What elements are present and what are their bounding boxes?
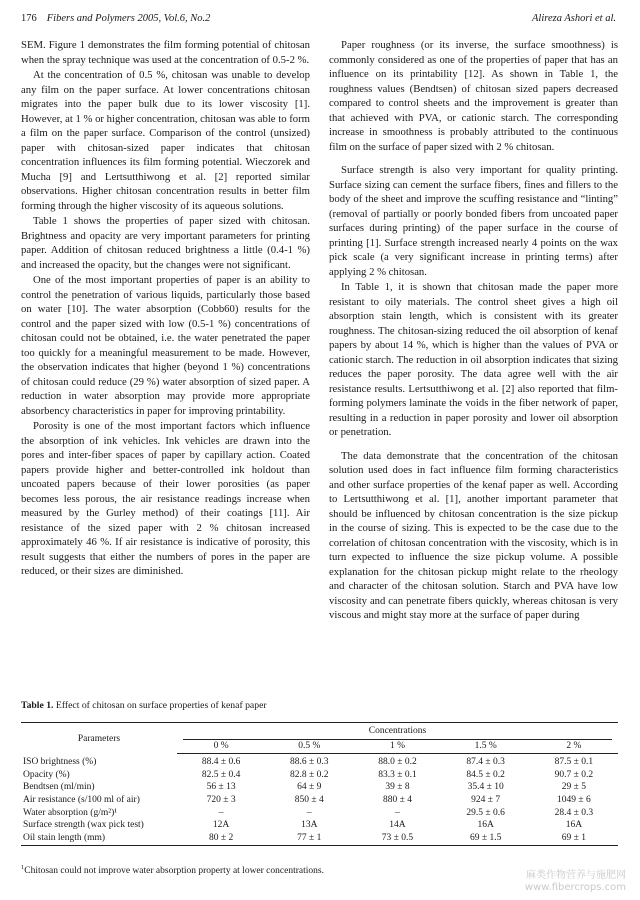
- table-row: [21, 754, 618, 769]
- table-cell-value: 64 ± 9: [297, 782, 322, 793]
- paragraph: Surface strength is also very important for quality printing. Surface sizing can cement the surface fibers, fines and fillers to the body of the sheet and improve the scuffing resistance and “linting” (removal of partially or poorly bonded fibers from uncoated paper surfaces during printing) of the paper surface in the course of printing [1]. Surface strength increased nearly 4 points on the wax pick scale (a very significant increase in printing terms) after applying 2 % chitosan.: [329, 164, 618, 278]
- table-cell-value: 87.4 ± 0.3: [466, 757, 505, 768]
- table-cell-value: 87.5 ± 0.1: [554, 757, 594, 768]
- footnote-mark: 1: [21, 863, 25, 871]
- paragraph: In Table 1, it is shown that chitosan made the paper more resistant to oily materials. The control sheet gives a high oil absorption stain length, which is consistent with its greater roughness. The chitosan-sizing reduced the oil absorption of kenaf papers by about 14 %, which is higher than the values of PVA or cationic starch. The reduction in oil absorption indicates that sizing reduces the paper porosity. The data agree well with the air resistance results. Lertsutthiwong et al. [2] also reported that film-forming polymers laminate the voids in the fiber network of paper, resulting in a reduction in paper porosity and lower oil absorption or penetration.: [329, 281, 618, 438]
- table-cell-value: 720 ± 3: [206, 794, 236, 805]
- table-cell-value: 56 ± 13: [206, 782, 236, 793]
- table-cell-parameter: Opacity (%): [23, 769, 70, 780]
- table-cell-parameter: Surface strength (wax pick test): [23, 820, 144, 831]
- footnote-text: Chitosan could not improve water absorption property at lower concentrations.: [24, 866, 324, 876]
- table-cell-value: 29.5 ± 0.6: [466, 807, 505, 818]
- left-column: [21, 38, 310, 623]
- table-caption-label: Table 1.: [21, 700, 54, 711]
- paragraph: At the concentration of 0.5 %, chitosan was unable to develop any film on the paper surface. At lower concentrations chitosan migrates into the paper bulk due to its lower viscosity [1]. However, at 1 % or higher concentration, chitosan was able to form a film on the paper surface. Comparison of the control (unsized) paper with chitosan-sized paper indicates that chitosan concentration influences its film forming potential. Wieczorek and Mucha [9] and Lertsutthiwong et al. [2] reported similar observations. Higher chitosan concentration results in better film forming through the higher viscosity of its aqueous solutions.: [21, 69, 310, 212]
- running-header: [21, 13, 616, 29]
- table-row: [21, 769, 618, 782]
- table-cell-parameter: ISO brightness (%): [23, 756, 97, 767]
- table-caption: [21, 700, 618, 711]
- table-cell-value: 16A: [565, 820, 583, 831]
- table-column-header: 1.5 %: [442, 740, 530, 754]
- table-header-concentrations: [177, 723, 618, 740]
- right-column: [329, 38, 618, 623]
- table-row: [21, 781, 618, 794]
- paragraph: Table 1 shows the properties of paper sized with chitosan. Brightness and opacity are very important parameters for printing paper. Addition of chitosan reduced brightness a little (0.4-1 %) and increased the opacity, but the changes were not significant.: [21, 215, 310, 271]
- table-cell-parameter: Bendtsen (ml/min): [23, 782, 95, 793]
- running-authors: Alireza Ashori et al.: [532, 13, 616, 24]
- watermark-line: 麻类作物营养与施肥网: [526, 870, 626, 881]
- properties-table: [21, 722, 618, 846]
- table-cell-value: 73 ± 0.5: [353, 832, 441, 846]
- table-cell-value: 83.3 ± 0.1: [378, 769, 417, 780]
- table-row: [21, 832, 618, 846]
- paragraph: Porosity is one of the most important factors which influence the absorption of ink vehicles. Ink vehicles are drawn into the pores and inter-fiber spaces of paper by capillary action. Coated papers provide higher and better-controlled ink holdout than uncoated papers because of their lower porosities (as paper becomes less porous, the air resistance readings increase when measured by the Gurley method) of their coatings [11]. Air resistance of the sized paper with 2 % chitosan increased approximately 46 %. If air resistance is indicative of porosity, this result suggests that either the numbers of pores in the paper are reduced, or their sizes are diminished.: [21, 420, 310, 577]
- page-number: 176: [21, 13, 37, 24]
- table-cell-value: 35.4 ± 10: [467, 782, 504, 793]
- table-row: [21, 794, 618, 807]
- journal-citation: Fibers and Polymers 2005, Vol.6, No.2: [46, 13, 211, 24]
- table-column-header: 1 %: [353, 740, 441, 754]
- table-cell-value: 13A: [301, 820, 318, 831]
- table-group-label: Concentrations: [183, 725, 612, 740]
- table-body: [21, 754, 618, 846]
- paragraph: Paper roughness (or its inverse, the surface smoothness) is commonly considered as one of the properties of paper that has an influence on its printability [12]. As shown in Table 1, the roughness values (Bendtsen) of chitosan sized papers decreased compared to control sheets and the improvement is greater than that achieved with PVA, or cationic starch. The corresponding increase in smoothness is probably attributed to the continuous film on the surface of paper sized with 2 % chitosan.: [329, 39, 618, 153]
- table-cell-value: –: [395, 807, 400, 818]
- table-cell-value: 88.0 ± 0.2: [378, 757, 417, 768]
- table-cell-value: 69 ± 1.5: [442, 832, 530, 846]
- table-row: [21, 807, 618, 820]
- table-cell-value: 880 ± 4: [382, 794, 412, 805]
- table-cell-value: –: [218, 807, 224, 818]
- table-cell-parameter: Water absorption (g/m²)¹: [23, 807, 118, 818]
- table-row: [21, 819, 618, 832]
- table-cell-value: 1049 ± 6: [557, 794, 591, 805]
- table-cell-parameter: Air resistance (s/100 ml of air): [23, 794, 140, 805]
- paragraph: The data demonstrate that the concentration of the chitosan solution used does in fact influence film forming characteristics and other surface properties of the kenaf paper as well. According to Lertsutthiwong et al. [1], another important parameter that should be influenced by chitosan concentration is the size pickup in the course of sizing. This is expected to be the case due to the correlation of chitosan concentration with the viscosity, which is in turn expected to influence the size pickup volume. A possible explanation for the chitosan pickup might relate to the rheology and character of the chitosan solution. Starch and PVA have low viscosity and can penetrate fibers quickly, whereas chitosan is very viscous and might stay more at the surface of paper during: [329, 449, 618, 621]
- table-cell-value: 850 ± 4: [294, 794, 324, 805]
- paragraph: SEM. Figure 1 demonstrates the film forming potential of chitosan when the spray technique was used at the concentration of 0.5-2 %.: [21, 39, 310, 66]
- table-cell-value: 82.5 ± 0.4: [201, 769, 241, 780]
- table-caption-text: Effect of chitosan on surface properties of kenaf paper: [53, 700, 267, 711]
- table-cell-value: 69 ± 1: [530, 832, 618, 846]
- table-column-header: 0.5 %: [265, 740, 353, 754]
- table-cell-value: 84.5 ± 0.2: [466, 769, 505, 780]
- table-header-parameters: Parameters: [21, 723, 177, 754]
- watermark-line: www.fibercrops.com: [524, 882, 626, 893]
- table-cell-value: 39 ± 8: [385, 782, 410, 793]
- table-column-header: 2 %: [530, 740, 618, 754]
- table-cell-value: 12A: [212, 820, 230, 831]
- table-cell-parameter: Oil stain length (mm): [21, 832, 177, 846]
- table-cell-value: 28.4 ± 0.3: [554, 807, 594, 818]
- table-column-header: 0 %: [177, 740, 265, 754]
- table-cell-value: –: [306, 807, 312, 818]
- table-cell-value: 90.7 ± 0.2: [554, 769, 594, 780]
- table-cell-value: 14A: [389, 820, 406, 831]
- paragraph: One of the most important properties of paper is an ability to control the penetration of various liquids, particularly those based on water [10]. The water absorption (Cobb60) results for the control and the paper sized with low (0.5-1 %) concentrations of chitosan could not be obtained, i.e. the water penetrated the paper too quickly for a meaningful measurement to be made. However, the observation indicates that higher (beyond 1 %) concentrations of chitosan could reduce (29 %) water absorption of sized paper. A reduction in water absorption may provide more appropriate absorbency characteristics in paper for improving printability.: [21, 274, 310, 417]
- table-cell-value: 88.4 ± 0.6: [201, 757, 241, 768]
- table-cell-value: 77 ± 1: [265, 832, 353, 846]
- watermark: [525, 870, 626, 894]
- table-cell-value: 88.6 ± 0.3: [290, 757, 329, 768]
- table-cell-value: 82.8 ± 0.2: [290, 769, 329, 780]
- table-cell-value: 16A: [477, 820, 494, 831]
- table-cell-value: 924 ± 7: [471, 794, 501, 805]
- body-columns: [21, 38, 618, 623]
- table-cell-value: 29 ± 5: [561, 782, 586, 793]
- table-cell-value: 80 ± 2: [177, 832, 265, 846]
